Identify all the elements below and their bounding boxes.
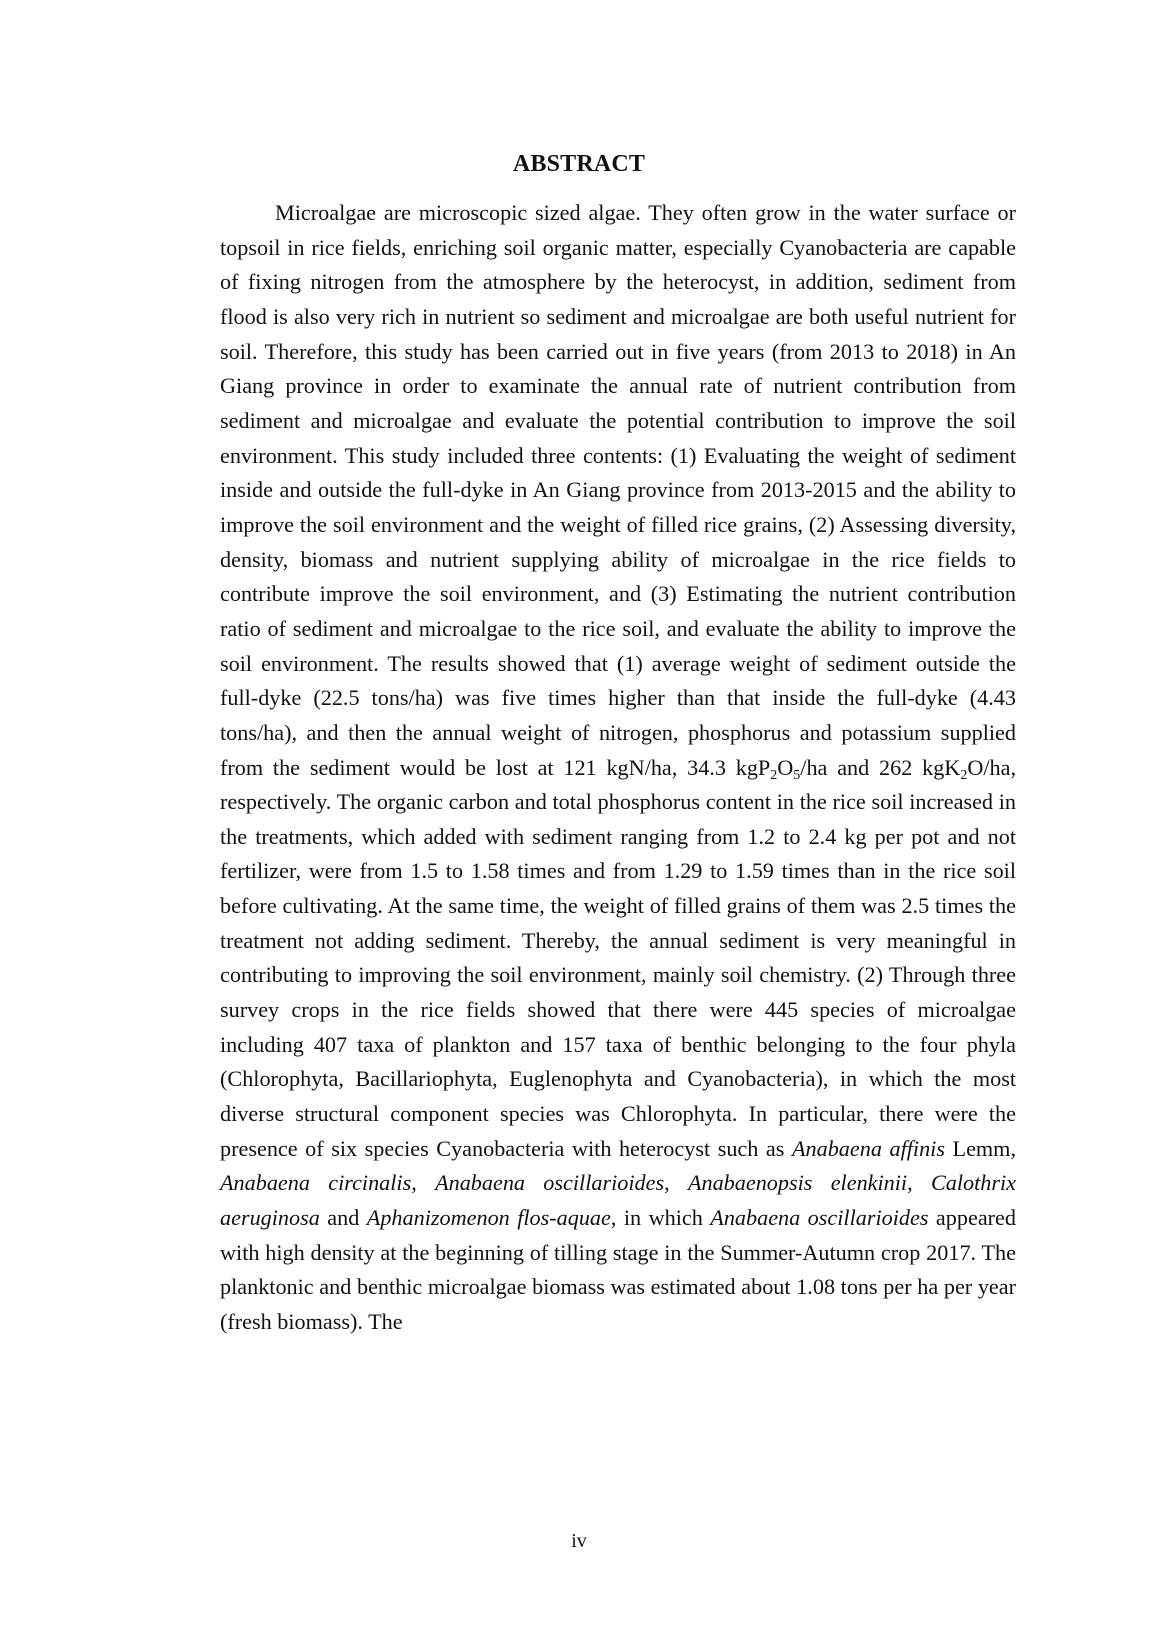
- text-segment: O: [777, 754, 794, 780]
- abstract-heading: ABSTRACT: [512, 151, 646, 177]
- subscript: 2: [960, 767, 968, 783]
- species-name: Anabaenopsis elenkinii: [687, 1170, 908, 1196]
- abstract-paragraph: [220, 196, 1016, 1340]
- species-name: Anabaena circinalis: [220, 1170, 412, 1196]
- species-name: Anabaena oscillarioides: [435, 1170, 665, 1196]
- text-segment: ,: [411, 1170, 436, 1196]
- subscript: 2: [770, 767, 778, 783]
- page-number: iv: [571, 1530, 587, 1552]
- species-name: Anabaena oscillarioides: [710, 1205, 929, 1231]
- text-segment: O/ha, respectively. The organic carbon and total phosphorus content in the rice soil increased in the treatments, which added with sediment ranging from 1.2 to 2.4 kg per pot and not fertilizer, were from 1.5 to 1.58 times and from 1.29 to 1.59 times than in the rice soil before cultivating. At the same time, the weight of filled grains of them was 2.5 times the treatment not adding sediment. Thereby, the annual sediment is very meaningful in contributing to improving the soil environment, mainly soil chemistry. (2) Through three survey crops in the rice fields showed that there were 445 species of microalgae including 407 taxa of plankton and 157 taxa of benthic belonging to the four phyla (Chlorophyta, Bacillariophyta, Euglenophyta and Cyanobacteria), in which the most diverse structural component species was Chlorophyta. In particular, there were the presence of six species Cyanobacteria with heterocyst such as: [220, 754, 1016, 1161]
- text-segment: Microalgae are microscopic sized algae. They often grow in the water surface or topsoil in rice fields, enriching soil organic matter, especially Cyanobacteria are capable of fixing nitrogen from the atmosphere by the heterocyst, in addition, sediment from flood is also very rich in nutrient so sediment and microalgae are both useful nutrient for soil. Therefore, this study has been carried out in five years (from 2013 to 2018) in An Giang province in order to examinate the annual rate of nutrient contribution from sediment and microalgae and evaluate the potential contribution to improve the soil environment. This study included three contents: (1) Evaluating the weight of sediment inside and outside the full-dyke in An Giang province from 2013-2015 and the ability to improve the soil environment and the weight of filled rice grains, (2) Assessing diversity, density, biomass and nutrient supplying ability of microalgae in the rice fields to contribute improve the soil environment, and (3) Estimating the nutrient contribution ratio of sediment and microalgae to the rice soil, and evaluate the ability to improve the soil environment. The results showed that (1) average weight of sediment outside the full-dyke (22.5 tons/ha) was five times higher than that inside the full-dyke (4.43 tons/ha), and then the annual weight of nitrogen, phosphorus and potassium supplied from the sediment would be lost at 121 kgN/ha, 34.3 kgP: [220, 200, 1016, 780]
- text-segment: and: [319, 1205, 367, 1231]
- text-segment: ,: [664, 1170, 688, 1196]
- text-segment: Lemm,: [944, 1135, 1016, 1161]
- text-segment: /ha and 262 kgK: [800, 754, 961, 780]
- text-segment: appeared with high density at the beginning of tilling stage in the Summer-Autumn crop 2017. The planktonic and benthic microalgae biomass was estimated about 1.08 tons per ha per year (fresh biomass). The: [220, 1205, 1016, 1334]
- species-name: Anabaena affinis: [791, 1135, 945, 1161]
- text-segment: , in which: [610, 1205, 711, 1231]
- text-segment: ,: [907, 1170, 931, 1196]
- subscript: 5: [793, 767, 801, 783]
- species-name: Calothrix aeruginosa: [220, 1170, 1016, 1231]
- species-name: Aphanizomenon flos-aquae: [366, 1205, 611, 1231]
